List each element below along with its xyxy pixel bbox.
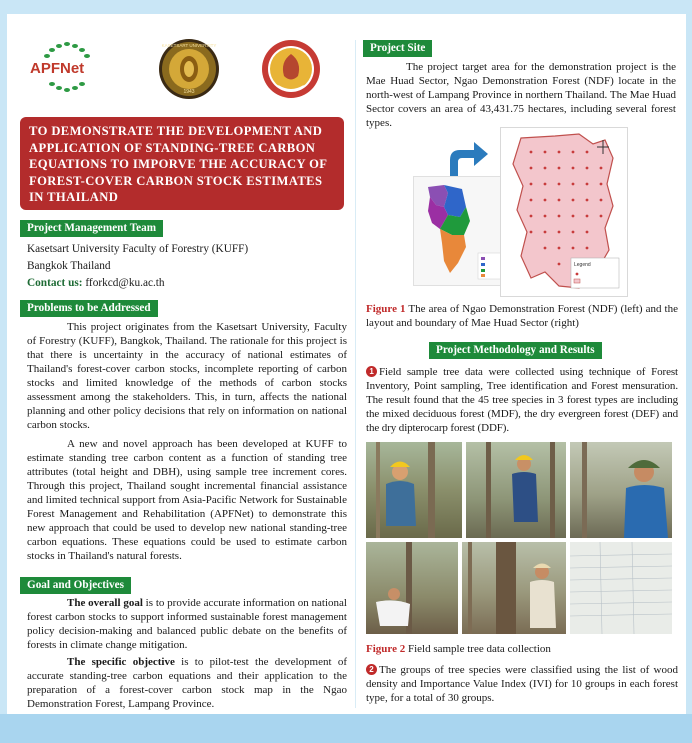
management-line-1: Kasetsart University Faculty of Forestry (KUFF) — [27, 243, 249, 255]
problems-body — [27, 320, 347, 563]
mae-huad-sector-map — [500, 127, 628, 297]
figure-1-label: Figure 1 — [366, 303, 406, 315]
goal-paragraph — [27, 596, 347, 652]
apfnet-logo-text: APFNet — [30, 60, 85, 77]
column-divider — [355, 40, 356, 708]
field-photo-5 — [462, 542, 566, 634]
field-photo-1 — [366, 442, 462, 538]
figure-1-text: The area of Ngao Demonstration Forest (NDF) (left) and the layout and boundary of Mae Huad Sector (right) — [366, 303, 679, 329]
methodology-item-2 — [366, 663, 678, 705]
goal-label: The overall goal — [67, 597, 143, 609]
goal-text: is to provide accurate information on national forest carbon stocks to support informed sustainable forest management policy decision-making and balanced public debate on the benefits of forests in climate change mitigation. — [27, 597, 347, 651]
figure-1-caption — [366, 302, 678, 330]
site-body — [366, 60, 676, 130]
footer-band — [0, 714, 692, 743]
field-photo-2 — [466, 442, 566, 538]
management-line-2: Bangkok Thailand — [27, 260, 111, 272]
map-arrow-icon — [444, 140, 490, 178]
objective-text: is to pilot-test the development of accurate standing-tree carbon equations and their application to the preparation of a forest-cover carbon stock map in the Ngao Demonstration Forest, Lampang Province. — [27, 656, 347, 710]
site-paragraph: The project target area for the demonstration project is the Mae Huad Sector, Ngao Demonstration Forest (NDF) locate in the north-west of Lampang Province in northern Thailand. The Mae Huad Sector covers an area of 43,431.75 hectares, including several forest types. — [366, 61, 676, 129]
apfnet-logo — [28, 38, 106, 98]
item-1-number-badge: 1 — [366, 366, 377, 377]
management-heading: Project Management Team — [20, 220, 163, 237]
goal-heading: Goal and Objectives — [20, 577, 131, 594]
site-heading: Project Site — [363, 40, 432, 57]
problems-paragraph-2: A new and novel approach has been developed at KUFF to estimate standing tree carbon content as a function of standing tree attributes (total height and DBH), using sample tree increment cores. Through this project, Thailand sought incremental financial assistance and limited technical support from Asia-Pacific Network for Sustainable Forest Management and Rehabilitation (APFNet) to demonstrate this new approach that could be used to develop new national standing-tree carbon equations. These equations could be used to estimate carbon stocks in Thailand's natural forests. — [27, 438, 347, 562]
field-photo-3 — [570, 442, 672, 538]
field-photo-6-data-sheet — [570, 542, 672, 634]
faculty-of-forestry-logo — [258, 38, 324, 100]
kasetsart-logo-text: KASETSART UNIVERSITY — [161, 43, 217, 48]
kasetsart-university-logo — [158, 38, 220, 100]
goal-body — [27, 596, 347, 711]
item-1-text: Field sample tree data were collected using technique of Forest Inventory, Point sampling, Tree identification and Forest mensuration. The result found that the 45 tree species in 3 forest types are including the mixed deciduous forest (MDF), the dry evergreen forest (DEF) and the dry dipterocarp forest (DDF). — [366, 366, 678, 434]
methodology-heading: Project Methodology and Results — [429, 342, 602, 359]
contact-email[interactable]: fforkcd@ku.ac.th — [85, 277, 165, 289]
contact-line — [27, 275, 347, 292]
problems-heading: Problems to be Addressed — [20, 300, 158, 317]
kasetsart-logo-year: 1943 — [183, 89, 195, 95]
problems-paragraph-1: This project originates from the Kasetsart University, Faculty of Forestry (KUFF), Bangkok, Thailand. The rationale for this project is that there is uncertainty in the accuracy of national estimates of Thailand's forest-cover carbon stocks, incomplete reporting of carbon stocks and limited knowledge of the methods of carbon stocks assessment among the stakeholders. This, in turn, affects the national planning and other policy decisions that rely on information on national carbon stocks. — [27, 321, 347, 431]
figure-2-text: Field sample tree data collection — [405, 643, 551, 655]
field-photo-4 — [366, 542, 458, 634]
poster-title: TO DEMONSTRATE THE DEVELOPMENT AND APPLICATION OF STANDING-TREE CARBON EQUATIONS TO IMPORVE THE ACCURACY OF FOREST-COVER CARBON STOCK ESTIMATES IN THAILAND — [20, 117, 344, 210]
methodology-item-1 — [366, 365, 678, 435]
map-legend-label: Legend — [574, 262, 591, 268]
item-2-number-badge: 2 — [366, 664, 377, 675]
item-2-text: The groups of tree species were classified using the list of wood density and Importance Value Index (IVI) for 10 groups in each forest type, for a total of 30 groups. — [366, 664, 678, 704]
figure-2-caption — [366, 642, 678, 656]
contact-label: Contact us: — [27, 277, 83, 289]
objective-label: The specific objective — [67, 656, 175, 668]
figure-2-label: Figure 2 — [366, 643, 406, 655]
objective-paragraph — [27, 655, 347, 711]
ngao-forest-map — [413, 176, 510, 286]
management-body — [27, 241, 347, 292]
